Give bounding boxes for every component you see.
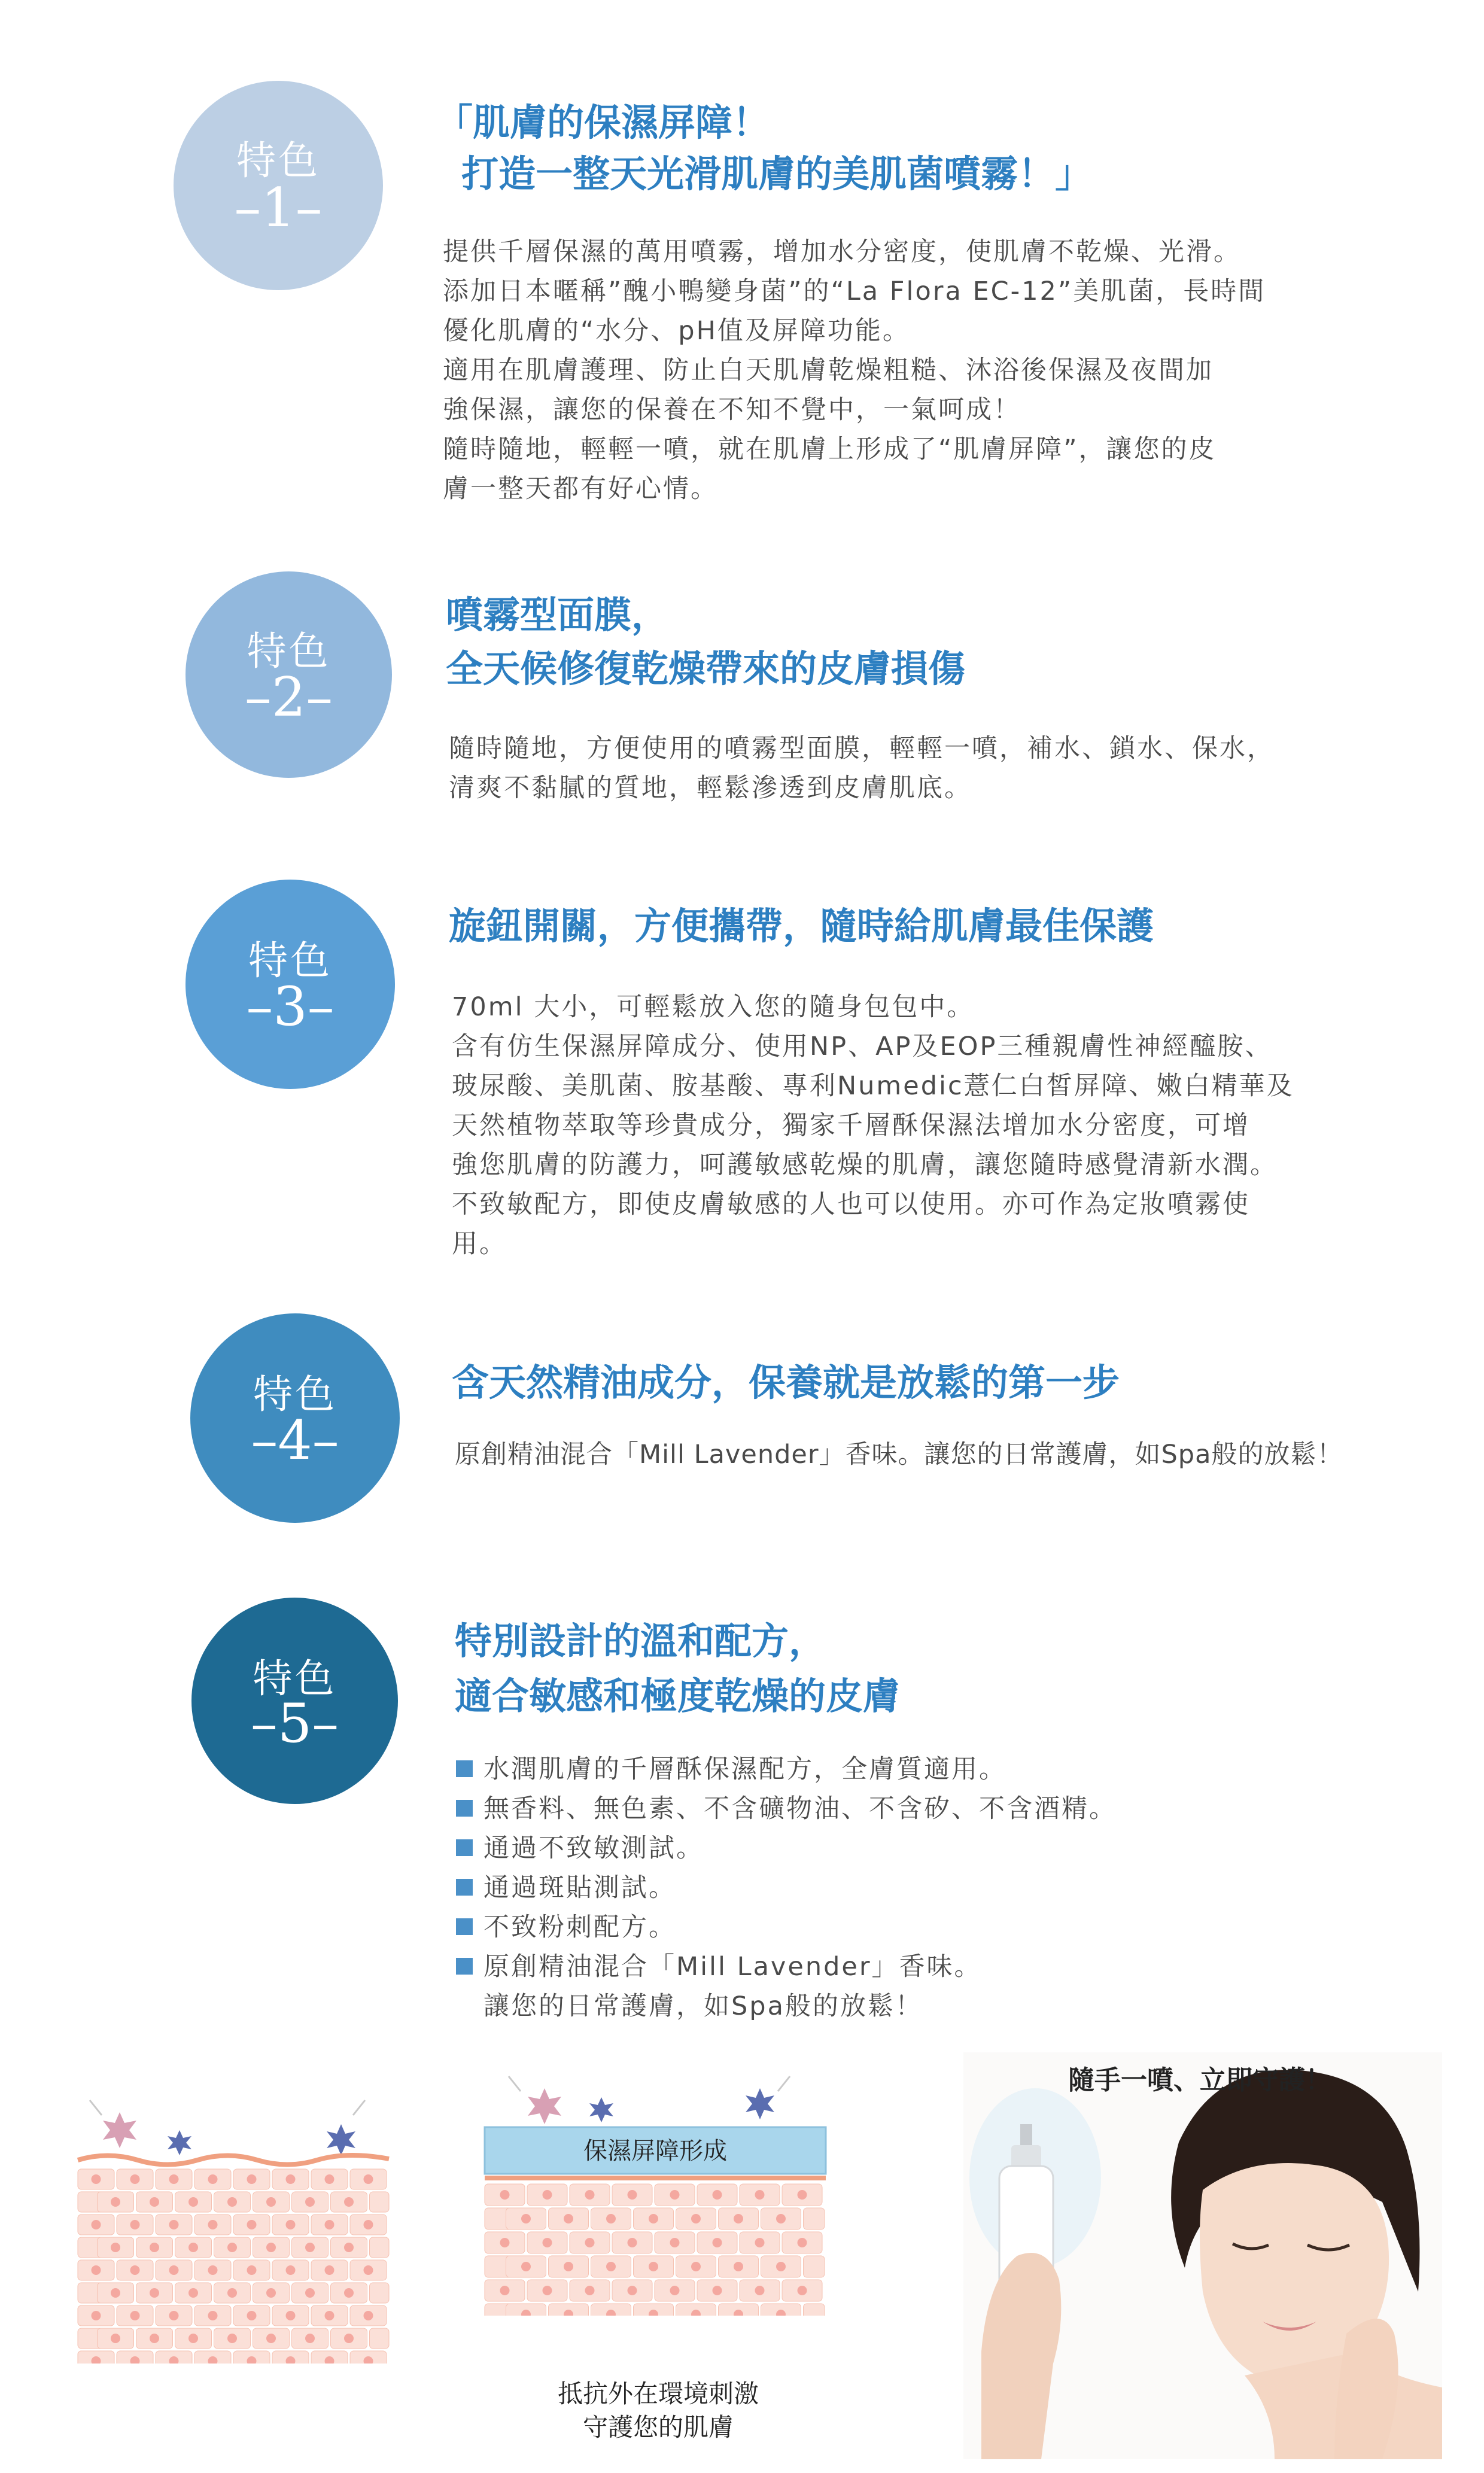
skin-cell-nucleus xyxy=(266,2288,276,2298)
skin-cell xyxy=(370,2328,390,2349)
skin-cell-nucleus xyxy=(798,2286,807,2295)
skin-cell-layer xyxy=(78,2169,389,2364)
skin-cell-nucleus xyxy=(130,2311,140,2320)
irritant-star-icon xyxy=(168,2130,191,2155)
feature-body-line: 適用在肌膚護理、防止白天肌膚乾燥粗糙、沐浴後保濕及夜間加 xyxy=(443,355,1214,385)
bullet-item: 不致粉刺配方。 xyxy=(456,1908,676,1947)
skin-cell-nucleus xyxy=(628,2238,637,2247)
model-spraying-illustration xyxy=(963,2052,1442,2459)
skin-cell-nucleus xyxy=(208,2220,218,2229)
skin-cell xyxy=(804,2304,825,2316)
skin-cell xyxy=(370,2283,390,2303)
feature-title-line: 適合敏感和極度乾燥的皮膚 xyxy=(455,1674,901,1718)
skin-cell-nucleus xyxy=(364,2311,373,2320)
skin-cell-layer xyxy=(485,2184,825,2316)
skin-cell-nucleus xyxy=(150,2288,159,2298)
skin-cell-nucleus xyxy=(564,2262,573,2271)
skin-cell-nucleus xyxy=(521,2262,531,2271)
irritant-star-icon xyxy=(103,2112,136,2148)
skin-cell-nucleus xyxy=(670,2286,680,2295)
skin-cell-nucleus xyxy=(92,2311,101,2320)
feature-title-line: 全天候修復乾燥帶來的皮膚損傷 xyxy=(446,647,966,691)
skin-cell-nucleus xyxy=(649,2262,658,2271)
feature-body-line: 天然植物萃取等珍貴成分，獨家千層酥保濕法增加水分密度，可增 xyxy=(452,1111,1250,1140)
bullet-item: 水潤肌膚的千層酥保濕配方，全膚質適用。 xyxy=(456,1750,1006,1789)
skin-cell-nucleus xyxy=(606,2214,616,2223)
skin-cell-nucleus xyxy=(500,2238,510,2247)
irritant-star-icon xyxy=(327,2124,355,2155)
skin-cell-nucleus xyxy=(776,2214,786,2223)
skin-cell-nucleus xyxy=(364,2174,373,2184)
skin-cell-nucleus xyxy=(305,2334,315,2343)
skin-cell-nucleus xyxy=(543,2286,552,2295)
badge-label: 特色 xyxy=(236,138,320,184)
bullet-square-icon xyxy=(456,1918,473,1935)
badge-number: –4– xyxy=(251,1409,339,1472)
skin-cell-nucleus xyxy=(543,2238,552,2247)
skin-cell-nucleus xyxy=(500,2190,510,2200)
bullet-item: 原創精油混合「Mill Lavender」香味。 xyxy=(456,1947,982,1987)
feature-body-line: 用。 xyxy=(452,1229,507,1259)
bullet-square-icon xyxy=(456,1800,473,1817)
skin-cell-nucleus xyxy=(188,2288,198,2298)
feature-title-line: 打造一整天光滑肌膚的美肌菌噴霧！」 xyxy=(436,152,1093,196)
bullet-item: 無香料、無色素、不含礦物油、不含矽、不含酒精。 xyxy=(456,1789,1117,1829)
feature-badge-1 xyxy=(174,81,383,290)
skin-cell-nucleus xyxy=(227,2197,237,2207)
skin-cell-nucleus xyxy=(734,2262,743,2271)
skin-cell-nucleus xyxy=(266,2334,276,2343)
feature-body-line: 70ml 大小，可輕鬆放入您的隨身包包中。 xyxy=(452,992,975,1022)
skin-illustration-after xyxy=(479,2064,832,2316)
badge-number: –5– xyxy=(250,1692,339,1755)
skin-cell-nucleus xyxy=(92,2265,101,2275)
skin-cell-nucleus xyxy=(286,2220,296,2229)
skin-cell-nucleus xyxy=(670,2238,680,2247)
skin-cell xyxy=(804,2256,825,2277)
skin-cell-nucleus xyxy=(111,2288,120,2298)
skin-cell-nucleus xyxy=(111,2334,120,2343)
feature-badge-5 xyxy=(191,1598,398,1804)
skin-cell-nucleus xyxy=(169,2174,179,2184)
skin-cell-nucleus xyxy=(286,2174,296,2184)
skin-cell-nucleus xyxy=(208,2265,218,2275)
feature-badge-3 xyxy=(186,880,395,1089)
irritant-star-icon xyxy=(746,2088,774,2119)
bullet-square-icon xyxy=(456,1958,473,1975)
bullet-square-icon xyxy=(456,1879,473,1896)
skin-cell-nucleus xyxy=(344,2334,354,2343)
skin-cell-nucleus xyxy=(305,2243,315,2252)
skin-cell-nucleus xyxy=(364,2220,373,2229)
skin-cell-nucleus xyxy=(92,2220,101,2229)
irritant-star-icon xyxy=(528,2088,561,2124)
badge-label: 特色 xyxy=(247,628,331,674)
skin-cell-nucleus xyxy=(798,2190,807,2200)
skin-cell-nucleus xyxy=(649,2214,658,2223)
skin-cell-nucleus xyxy=(585,2286,595,2295)
skin-cell-nucleus xyxy=(670,2190,680,2200)
skin-cell-nucleus xyxy=(130,2265,140,2275)
bullet-continuation: 讓您的日常護膚，如Spa般的放鬆！ xyxy=(483,1991,923,2021)
skin-cell-nucleus xyxy=(208,2311,218,2320)
skin-illustration-before xyxy=(72,2082,395,2364)
skin-cell-nucleus xyxy=(208,2174,218,2184)
skin-cell-nucleus xyxy=(227,2334,237,2343)
feature-body-line: 強您肌膚的防護力，呵護敏感乾燥的肌膚，讓您隨時感覺清新水潤。 xyxy=(452,1150,1278,1180)
skin-cell-nucleus xyxy=(188,2334,198,2343)
illustration-caption-line: 抵抗外在環境刺激 xyxy=(557,2379,759,2408)
skin-cell-nucleus xyxy=(776,2262,786,2271)
skin-cell xyxy=(804,2208,825,2229)
feature-body-line: 強保濕，讓您的保養在不知不覺中，一氣呵成！ xyxy=(443,395,1021,425)
feature-body-line: 不致敏配方，即使皮膚敏感的人也可以使用。亦可作為定妝噴霧使 xyxy=(452,1190,1250,1219)
feature-body-line: 添加日本暱稱”醜小鴨變身菌”的“La Flora EC-12”美肌菌，長時間 xyxy=(443,276,1266,306)
feature-body-line: 隨時隨地，方便使用的噴霧型面膜，輕輕一噴，補水、鎖水、保水， xyxy=(449,734,1275,764)
skin-cell-nucleus xyxy=(713,2238,722,2247)
skin-cell-nucleus xyxy=(344,2288,354,2298)
skin-cell-nucleus xyxy=(628,2190,637,2200)
skin-cell-nucleus xyxy=(798,2238,807,2247)
feature-body-line: 隨時隨地，輕輕一噴，就在肌膚上形成了“肌膚屏障”，讓您的皮 xyxy=(443,434,1217,464)
skin-cell-nucleus xyxy=(130,2174,140,2184)
skin-cell-nucleus xyxy=(286,2265,296,2275)
skin-cell-nucleus xyxy=(344,2197,354,2207)
badge-number: –2– xyxy=(244,666,333,729)
feature-body-line: 清爽不黏膩的質地，輕鬆滲透到皮膚肌底。 xyxy=(449,773,972,803)
skin-cell-nucleus xyxy=(150,2197,159,2207)
feature-title-line: 特別設計的溫和配方， xyxy=(455,1619,826,1663)
badge-label: 特色 xyxy=(253,1371,337,1418)
feature-title-line: 旋鈕開關，方便攜帶，隨時給肌膚最佳保護 xyxy=(449,904,1154,948)
skin-cell-nucleus xyxy=(691,2262,701,2271)
bullet-square-icon xyxy=(456,1839,473,1856)
skin-cell-nucleus xyxy=(266,2243,276,2252)
skin-cell-nucleus xyxy=(500,2286,510,2295)
skin-cell-nucleus xyxy=(521,2214,531,2223)
skin-cell-nucleus xyxy=(628,2286,637,2295)
badge-label: 特色 xyxy=(248,938,332,984)
badge-number: –1– xyxy=(234,177,323,239)
model-photo xyxy=(963,2052,1442,2459)
skin-cell-nucleus xyxy=(92,2174,101,2184)
feature-body-line: 玻尿酸、美肌菌、胺基酸、專利Numedic薏仁白皙屏障、嫩白精華及 xyxy=(452,1071,1294,1101)
skin-cell-nucleus xyxy=(325,2174,334,2184)
skin-cell-nucleus xyxy=(305,2288,315,2298)
skin-cell-nucleus xyxy=(713,2286,722,2295)
bullet-item: 通過不致敏測試。 xyxy=(456,1829,704,1868)
illustration-caption-line: 守護您的肌膚 xyxy=(582,2413,734,2442)
skin-cell-nucleus xyxy=(169,2311,179,2320)
skin-cell-nucleus xyxy=(188,2243,198,2252)
feature-title-line: 噴霧型面膜， xyxy=(446,593,669,637)
feature-body-line: 原創精油混合「Mill Lavender」香味。讓您的日常護膚，如Spa般的放鬆！ xyxy=(455,1440,1343,1470)
skin-cell-nucleus xyxy=(543,2190,552,2200)
skin-cell-nucleus xyxy=(585,2238,595,2247)
skin-cell-nucleus xyxy=(130,2220,140,2229)
badge-number: –3– xyxy=(246,975,334,1038)
skin-cell-nucleus xyxy=(691,2214,701,2223)
skin-cell-nucleus xyxy=(111,2243,120,2252)
skin-cell-nucleus xyxy=(325,2220,334,2229)
skin-cell-nucleus xyxy=(606,2262,616,2271)
feature-body-line: 提供千層保濕的萬用噴霧，增加水分密度，使肌膚不乾燥、光滑。 xyxy=(443,237,1241,267)
barrier-label: 保濕屏障形成 xyxy=(583,2137,727,2165)
feature-badge-2 xyxy=(186,571,392,778)
feature-body-line: 含有仿生保濕屏障成分、使用NP、AP及EOP三種親膚性神經醯胺、 xyxy=(452,1032,1273,1061)
skin-cell-nucleus xyxy=(755,2286,765,2295)
skin-cell-nucleus xyxy=(286,2311,296,2320)
skin-cell-nucleus xyxy=(734,2214,743,2223)
skin-cell-nucleus xyxy=(111,2197,120,2207)
skin-cell-nucleus xyxy=(150,2334,159,2343)
skin-cell-nucleus xyxy=(755,2238,765,2247)
skin-cell-nucleus xyxy=(585,2190,595,2200)
skin-cell-nucleus xyxy=(247,2220,257,2229)
badge-label: 特色 xyxy=(253,1656,337,1702)
skin-cell-nucleus xyxy=(305,2197,315,2207)
skin-cell xyxy=(370,2192,390,2212)
feature-title-line: 含天然精油成分，保養就是放鬆的第一步 xyxy=(452,1361,1120,1404)
skin-cell-nucleus xyxy=(564,2214,573,2223)
skin-cell-nucleus xyxy=(364,2265,373,2275)
skin-cell-nucleus xyxy=(266,2197,276,2207)
bullet-square-icon xyxy=(456,1760,473,1777)
bullet-item: 通過斑貼測試。 xyxy=(456,1868,676,1908)
skin-cell-nucleus xyxy=(755,2190,765,2200)
photo-caption: 隨手一噴、立即守護！ xyxy=(1068,2065,1331,2095)
skin-cell-nucleus xyxy=(325,2265,334,2275)
skin-cell-nucleus xyxy=(188,2197,198,2207)
feature-body-line: 膚一整天都有好心情。 xyxy=(443,474,718,504)
irritant-star-icon xyxy=(589,2097,613,2122)
skin-cell xyxy=(370,2237,390,2258)
skin-cell-nucleus xyxy=(169,2220,179,2229)
skin-cell-nucleus xyxy=(150,2243,159,2252)
skin-cell-nucleus xyxy=(247,2265,257,2275)
skin-cell-nucleus xyxy=(169,2265,179,2275)
skin-cell-nucleus xyxy=(325,2311,334,2320)
skin-cell-nucleus xyxy=(227,2243,237,2252)
skin-cell-nucleus xyxy=(247,2174,257,2184)
skin-cell-nucleus xyxy=(227,2288,237,2298)
feature-body-line: 優化肌膚的“水分、pH值及屏障功能。 xyxy=(443,316,910,346)
feature-title-line: 「肌膚的保濕屏障！ xyxy=(436,101,770,144)
skin-cell-nucleus xyxy=(713,2190,722,2200)
feature-badge-4 xyxy=(190,1313,400,1523)
skin-cell-nucleus xyxy=(247,2311,257,2320)
skin-cell-nucleus xyxy=(344,2243,354,2252)
